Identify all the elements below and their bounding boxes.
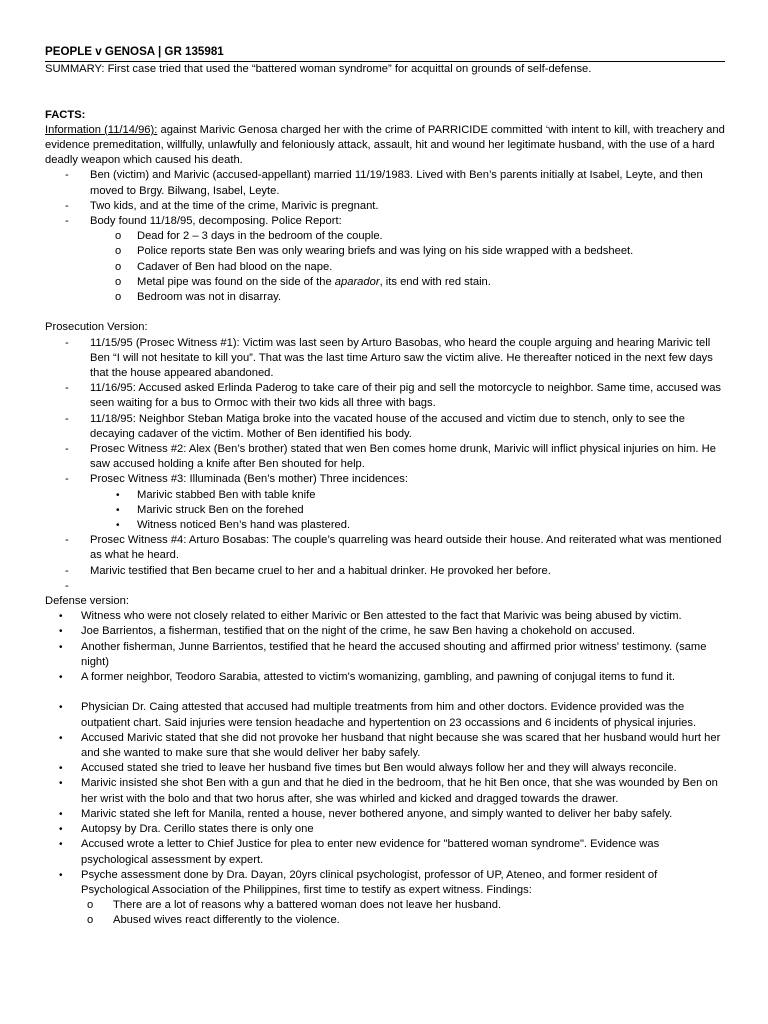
list-item: - Body found 11/18/95, decomposing. Police Report: — [65, 215, 342, 227]
information-text: against Marivic Genosa charged her with the crime of PARRICIDE committed ‘with intent to kill, with treachery and evidence premeditation, willfully, unlawfully and feloniously attack, assault, hit and wound her legitimate husband, with the use of a hard deadly weapon which caused his death. — [45, 123, 725, 167]
list-item: - 11/18/95: Neighbor Steban Matiga broke into the vacated house of the accused and victim due to stench, only to see the decaying cadaver of the victim. Mother of Ben identified his body. — [65, 412, 685, 440]
list-item: • Another fisherman, Junne Barrientos, testified that he heard the accused shouting and affirmed prior witness' testimony. (same night) — [59, 640, 707, 668]
list-item: - Prosec Witness #2: Alex (Ben’s brother) stated that wen Ben comes home drunk, Marivic will inflict physical injuries on him. He saw accused holding a knife after Ben shouted for help. — [65, 443, 716, 471]
list-item: - Prosec Witness #4: Arturo Bosabas: The couple’s quarreling was heard outside their house. And reiterated what was mentioned as what he heard. — [65, 534, 722, 562]
police-report-item: o Cadaver of Ben had blood on the nape. — [115, 260, 333, 273]
list-item: • Marivic stated she left for Manila, rented a house, never bothered anyone, and simply wanted to deliver her baby safely. — [59, 807, 673, 820]
list-item: • Physician Dr. Caing attested that accused had multiple treatments from him and other doctors. Evidence provided was the outpatient chart. Said injuries were tension headache and hypertention on 23 occassions and 6 incidents of physical injuries. — [59, 701, 697, 729]
police-report-item: o Metal pipe was found on the side of the aparador, its end with red stain. — [115, 275, 491, 288]
defense-heading: Defense version: — [45, 595, 129, 608]
list-item: • Autopsy by Dra. Cerillo states there is only one — [59, 823, 314, 836]
list-item: • Witness who were not closely related to either Marivic or Ben attested to the fact that Marivic was being abused by victim. — [59, 610, 682, 623]
list-item: • Accused wrote a letter to Chief Justice for plea to enter new evidence for "battered woman syndrome". Evidence was psychological assessment by expert. — [59, 838, 660, 866]
police-report-item: o Bedroom was not in disarray. — [115, 291, 282, 304]
document-page — [45, 44, 725, 929]
facts-heading: FACTS: — [45, 108, 86, 121]
information-label: Information (11/14/96): — [45, 123, 158, 136]
prosecution-heading: Prosecution Version: — [45, 321, 148, 334]
list-item: - 11/15/95 (Prosec Witness #1): Victim was last seen by Arturo Basobas, who heard the couple arguing and hearing Marivic tell Ben “I will not hesitate to kill you”. That was the last time Arturo saw the victim alive. He thereafter noticed in the next few days that the house appeared abandoned. — [65, 336, 713, 380]
list-item: • Marivic insisted she shot Ben with a gun and that he died in the bedroom, that he hit Ben once, that she was wounded by Ben on her wrist with the bolo and that two horus after, she was whirled and kicked and dragged towards the drawer. — [59, 777, 718, 805]
police-report-item: o Dead for 2 – 3 days in the bedroom of the couple. — [115, 230, 383, 243]
document-title: PEOPLE v GENOSA | GR 135981 — [45, 45, 224, 58]
summary: SUMMARY: First case tried that used the “battered woman syndrome” for acquittal on grounds of self-defense. — [45, 63, 592, 75]
list-item: • Joe Barrientos, a fisherman, testified that on the night of the crime, he saw Ben having a chokehold on accused. — [59, 625, 636, 638]
incidence-item: • Marivic struck Ben on the forehed — [116, 503, 304, 516]
list-item: - Two kids, and at the time of the crime, Marivic is pregnant. — [65, 199, 379, 212]
empty-list-item: - — [65, 579, 69, 592]
list-item: • Accused Marivic stated that she did not provoke her husband that night because she was scared that her husband would hurt her and she wanted to make sure that she would deliver her baby safely. — [59, 731, 721, 760]
police-report-item: o Police reports state Ben was only wearing briefs and was lying on his side wrapped with a bedsheet. — [115, 245, 634, 258]
incidence-item: • Witness noticed Ben’s hand was plastered. — [116, 519, 351, 532]
list-item: - 11/16/95: Accused asked Erlinda Paderog to take care of their pig and sell the motorcycle to neighbor. Same time, accused was seen waiting for a bus to Ormoc with their two kids all three with bags. — [65, 382, 722, 410]
list-item: • Accused stated she tried to leave her husband five times but Ben would always follow her and they will always reconcile. — [59, 762, 677, 775]
list-item: - Marivic testified that Ben became cruel to her and a habitual drinker. He provoked her before. — [65, 564, 551, 577]
incidence-item: • Marivic stabbed Ben with table knife — [116, 488, 316, 501]
finding-item: o Abused wives react differently to the violence. — [87, 914, 340, 927]
list-item: • A former neighbor, Teodoro Sarabia, attested to victim's womanizing, gambling, and pawning of conjugal items to fund it. — [59, 671, 675, 684]
information-paragraph — [45, 123, 725, 169]
finding-item: o There are a lot of reasons why a battered woman does not leave her husband. — [87, 899, 502, 912]
list-item: • Psyche assessment done by Dra. Dayan, 20yrs clinical psychologist, professor of UP, Ateneo, and former resident of Psychological Association of the Philippines, first time to testify as expert witness. Findings: — [59, 868, 658, 896]
list-item: - Ben (victim) and Marivic (accused-appellant) married 11/19/1983. Lived with Ben’s parents initially at Isabel, Leyte, and then moved to Brgy. Bilwang, Isabel, Leyte. — [65, 169, 703, 197]
list-item: - Prosec Witness #3: Illuminada (Ben’s mother) Three incidences: — [65, 473, 408, 486]
